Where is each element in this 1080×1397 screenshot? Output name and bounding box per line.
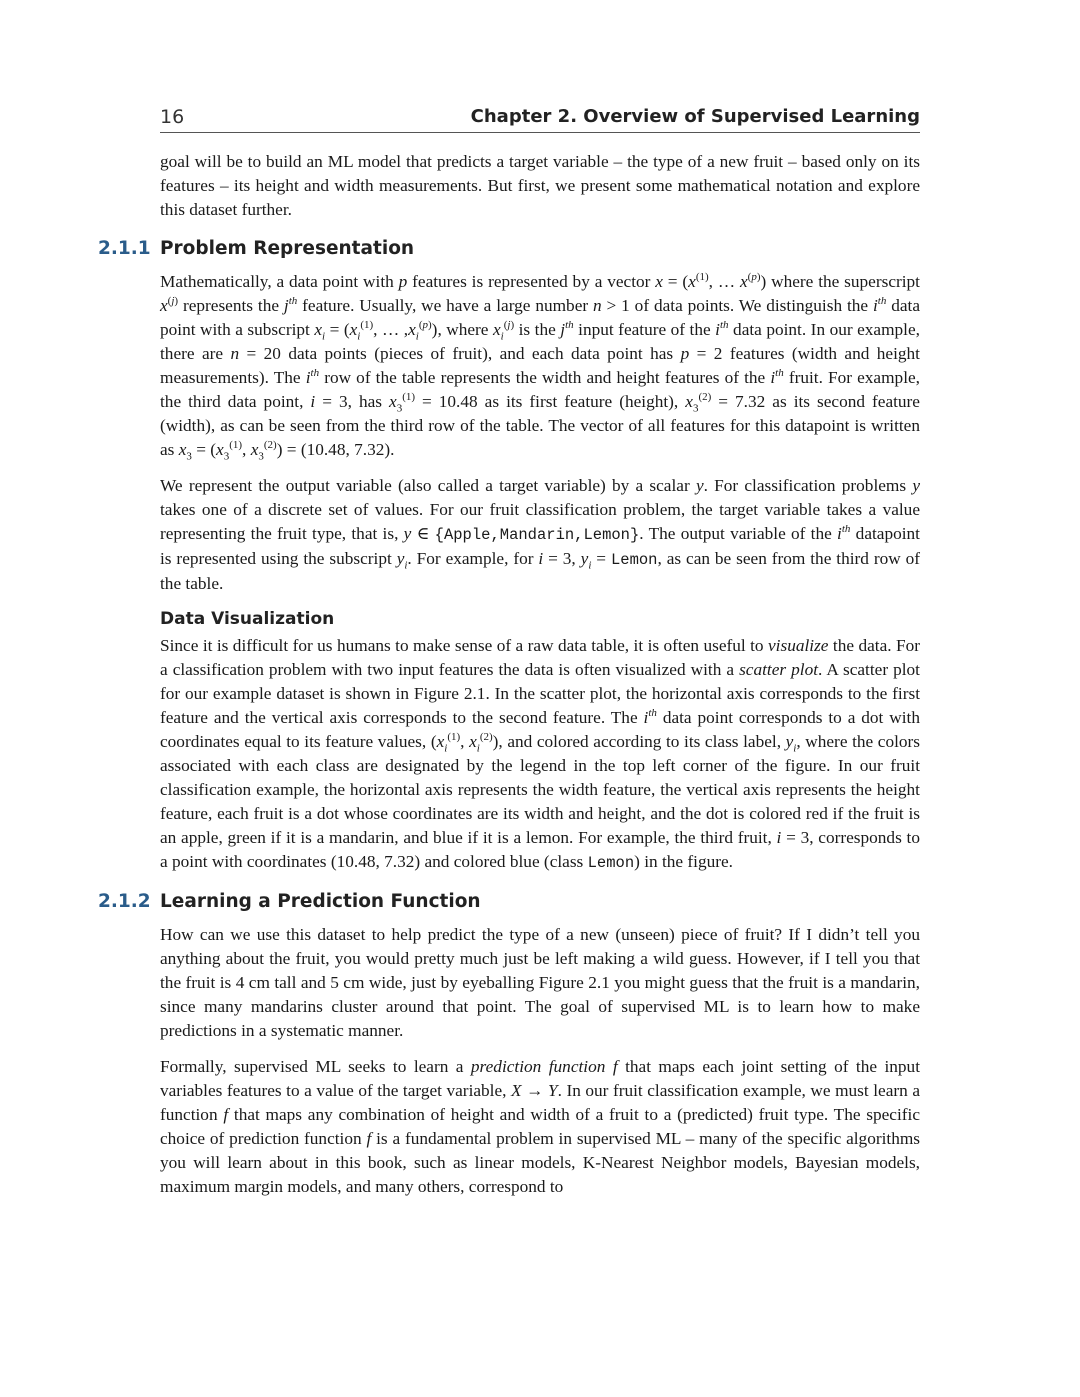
chapter-title: Chapter 2. Overview of Supervised Learning [470, 106, 920, 127]
running-header [160, 106, 920, 133]
subsection-heading-data-visualization: Data Visualization [160, 609, 335, 629]
section-number: 2.1.1 [98, 238, 151, 259]
prediction-function-paragraph-2: Formally, supervised ML seeks to learn a prediction function f that maps each joint setting of the input variables features to a value of the target variable, X → Y. In our fruit classification example, we must learn a function f that maps any combination of height and width of a fruit to a (predicted) fruit type. The specific choice of prediction function f is a fundamental problem in supervised ML – many of the specific algorithms you will learn about in this book, such as linear models, K-Nearest Neighbor models, Bayesian models, maximum margin models, and many others, correspond to [160, 1057, 920, 1196]
intro-paragraph: goal will be to build an ML model that predicts a target variable – the type of a new fruit – based only on its features – its height and width measurements. But first, we present some mathematical notation and explore this dataset further. [160, 152, 920, 219]
section-number: 2.1.2 [98, 891, 151, 912]
data-visualization-paragraph: Since it is difficult for us humans to make sense of a raw data table, it is often useful to visualize the data. For a classification problem with two input features the data is often visualized with a scatter plot. A scatter plot for our example dataset is shown in Figure 2.1. In the scatter plot, the horizontal axis corresponds to the first feature and the vertical axis corresponds to the second feature. The $i^{th}$ data point corresponds to a dot with coordinates equal to its feature values, ($x_i^{(1)}$, $x_i^{(2)}$), and colored according to its class label, $y_i$, where the colors associated with each class are designated by the legend in the top left corner of the figure. In our fruit classification example, the horizontal axis represents the width feature, the vertical axis represents the height feature, each fruit is a dot whose coordinates are its width and height, and the dot is colored red if the fruit is an apple, green if it is a mandarin, and blue if it is a lemon. For example, the third fruit, i = 3, corresponds to a point with coordinates (10.48, 7.32) and colored blue (class Lemon) in the figure. [160, 636, 921, 872]
page-number: 16 [160, 106, 185, 128]
problem-representation-paragraph-2: We represent the output variable (also called a target variable) by a scalar y. For classification problems y takes one of a discrete set of values. For our fruit classification problem, the target variable takes a value representing the fruit type, that is, y ∈ {Apple,Mandarin,Lemon}. The output variable of the $i^{th}$ datapoint is represented using the subscript $y_i$. For example, for i = 3, $y_i$ = Lemon, as can be seen from the third row of the table. [160, 476, 921, 593]
section-heading-2-1-1 [98, 236, 920, 262]
page-body [98, 150, 921, 1211]
problem-representation-paragraph-1: Mathematically, a data point with p features is represented by a vector $x = (x^{(1)}$, … $x^{(p)}$) where the superscript $x^{(j)}$ represents the $j^{th}$ feature. Usually, we have a large number n > 1 of data points. We distinguish the $i^{th}$ data point with a subscript $x_i = (x_i^{(1)}$, … $,x_i^{(p)}$), where $x_i^{(j)}$ is the $j^{th}$ input feature of the $i^{th}$ data point. In our example, there are n = 20 data points (pieces of fruit), and each data point has p = 2 features (width and height measurements). The $i^{th}$ row of the table represents the width and height features of the $i^{th}$ fruit. For example, the third data point, i = 3, has $x_3^{(1)} = 10.48$ as its first feature (height), $x_3^{(2)} = 7.32$ as its second feature (width), as can be seen from the third row of the table. The vector of all features for this datapoint is written as $x_3 = (x_3^{(1)}$, $x_3^{(2)}) = (10.48$, 7.32). [160, 271, 921, 463]
section-heading-2-1-2 [98, 889, 920, 915]
section-title: Learning a Prediction Function [160, 891, 481, 912]
section-title: Problem Representation [160, 238, 415, 259]
prediction-function-paragraph-1: How can we use this dataset to help predict the type of a new (unseen) piece of fruit? If I didn’t tell you anything about the fruit, you would pretty much just be left making a wild guess. However, if I tell you that the fruit is 4 cm tall and 5 cm wide, just by eyeballing Figure 2.1 you might guess that the fruit is a mandarin, since many mandarins cluster around that point. The goal of supervised ML is to learn how to make predictions in a systematic manner. [160, 925, 920, 1040]
